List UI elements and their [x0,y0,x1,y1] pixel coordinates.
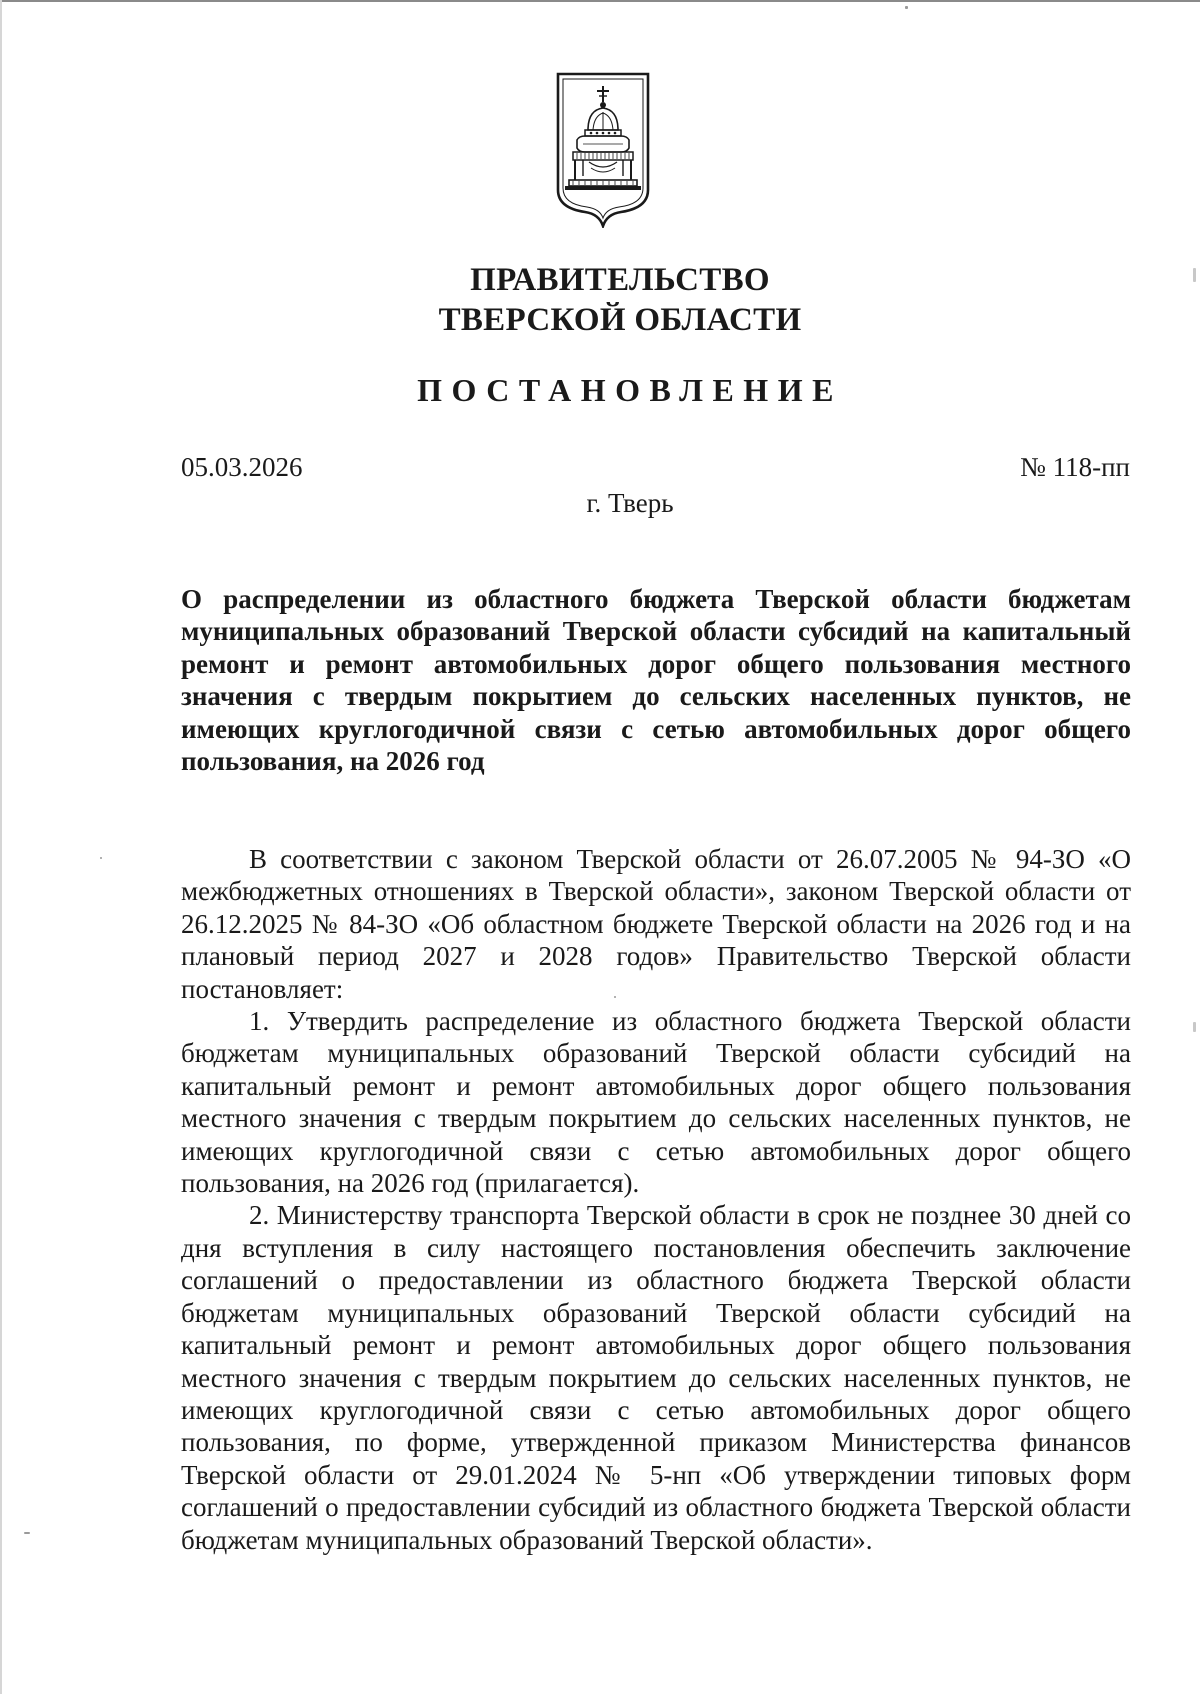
document-city: г. Тверь [586,488,674,518]
scan-edge-top [0,0,1200,2]
tver-coat-of-arms-icon [555,72,651,228]
organization-name-line-2: ТВЕРСКОЙ ОБЛАСТИ [438,302,802,338]
scan-edge-left [0,0,2,1694]
body-paragraph-item-2: 2. Министерству транспорта Тверской области в срок не позднее 30 дней со дня вступления в силу настоящего постановления обеспечить заключение соглашений о предоставлении из областного бюджета Тверской области бюджетам муниципальных образований Тверской области субсидий на капитальный ремонт и ремонт автомобильных дорог общего пользования местного значения с твердым покрытием до сельских населенных пунктов, не имеющих круглогодичной связи с сетью автомобильных дорог общего пользования, по форме, утвержденной приказом Министерства финансов Тверской области от 29.01.2024 № 5-нп «Об утверждении типовых форм соглашений о предоставлении субсидий из областного бюджета Тверской области бюджетам муниципальных образований Тверской области». [181,1200,1131,1555]
scan-speck [905,6,908,9]
document-subject: О распределении из областного бюджета Тверской области бюджетам муниципальных образований Тверской области субсидий на капитальный ремонт и ремонт автомобильных дорог общего пользования местного значения с твердым покрытием до сельских населенных пунктов, не имеющих круглогодичной связи с сетью автомобильных дорог общего пользования, на 2026 год [181,584,1131,777]
organization-name-line-1: ПРАВИТЕЛЬСТВО [470,262,770,298]
scan-speck [1193,1022,1196,1032]
scan-speck [24,1532,30,1534]
scan-speck [100,857,102,859]
document-type-title: ПОСТАНОВЛЕНИЕ [417,372,843,408]
scan-speck [1193,268,1196,282]
scan-speck [614,996,616,998]
body-paragraph-item-1: 1. Утвердить распределение из областного бюджета Тверской области бюджетам муниципальных образований Тверской области субсидий на капитальный ремонт и ремонт автомобильных дорог общего пользования местного значения с твердым покрытием до сельских населенных пунктов, не имеющих круглогодичной связи с сетью автомобильных дорог общего пользования, на 2026 год (прилагается). [181,1006,1131,1199]
document-date: 05.03.2026 [181,452,303,482]
body-paragraph-preamble: В соответствии с законом Тверской области от 26.07.2005 № 94-ЗО «О межбюджетных отношениях в Тверской области», законом Тверской области от 26.12.2025 № 84-ЗО «Об областном бюджете Тверской области на 2026 год и на плановый период 2027 и 2028 годов» Правительство Тверской области постановляет: [181,844,1131,1004]
document-number: № 118-пп [1020,452,1130,482]
document-body [181,843,1131,1556]
